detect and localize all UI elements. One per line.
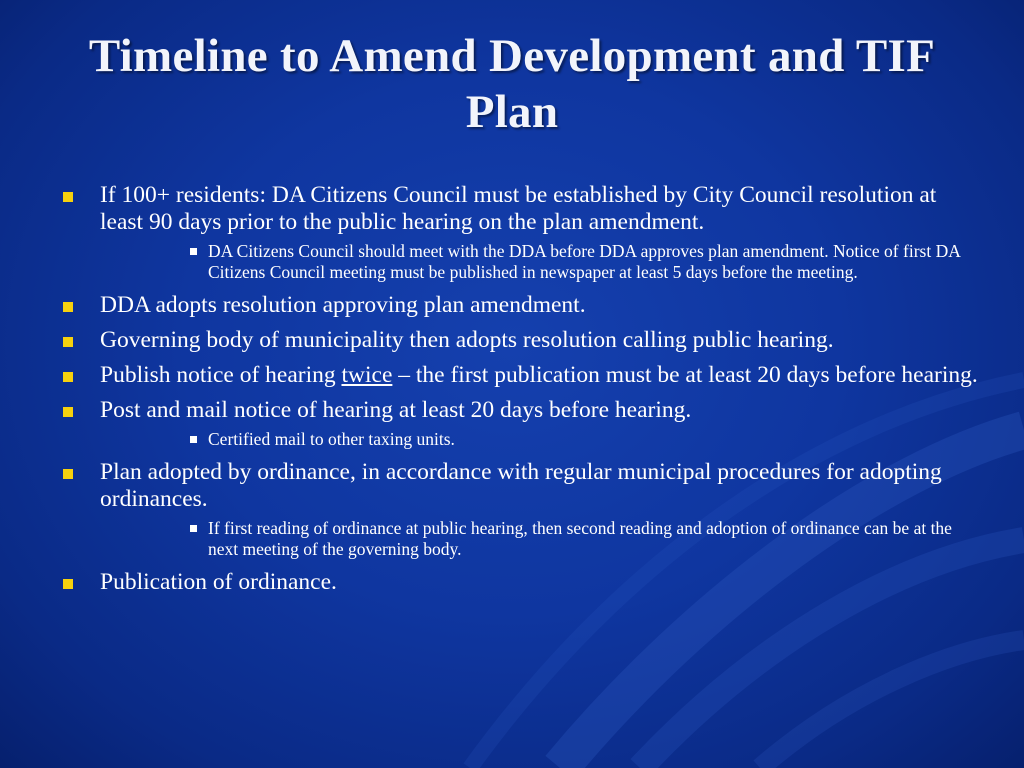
bullet-text: Plan adopted by ordinance, in accordance with regular municipal procedures for adopting ordinances.: [100, 459, 942, 512]
bullet-item: [60, 182, 980, 236]
square-bullet-icon: [63, 337, 73, 347]
square-bullet-icon: [190, 248, 197, 255]
bullet-text: Publication of ordinance.: [100, 569, 337, 595]
square-bullet-icon: [63, 469, 73, 479]
bullet-item: [60, 569, 980, 596]
bullet-item: [60, 292, 980, 319]
sub-bullet-text: Certified mail to other taxing units.: [208, 429, 455, 449]
bullet-text: Post and mail notice of hearing at least 20 days before hearing.: [100, 397, 692, 423]
bullet-item: [60, 459, 980, 513]
square-bullet-icon: [190, 525, 197, 532]
sub-bullet-item: [190, 518, 980, 560]
bullet-item: [60, 362, 980, 389]
bullet-text: If 100+ residents: DA Citizens Council must be established by City Council resolution at least 90 days prior to the public hearing on the plan amendment.: [100, 182, 937, 235]
slide-title: Timeline to Amend Development and TIF Plan: [88, 30, 936, 138]
bullet-text: Governing body of municipality then adopts resolution calling public hearing.: [100, 327, 834, 353]
bullet-list: [60, 182, 980, 604]
sub-bullet-item: [190, 241, 980, 283]
square-bullet-icon: [63, 579, 73, 589]
bullet-item: [60, 397, 980, 424]
square-bullet-icon: [63, 407, 73, 417]
sub-bullet-text: DA Citizens Council should meet with the DDA before DDA approves plan amendment. Notice of first DA Citizens Council meeting must be published in newspaper at least 5 days before the meeting.: [208, 241, 960, 282]
bullet-text-start: Publish notice of hearing: [100, 362, 342, 388]
bullet-text-end: – the first publication must be at least 20 days before hearing.: [392, 362, 978, 388]
sub-bullet-item: [190, 429, 980, 450]
bullet-item: [60, 327, 980, 354]
square-bullet-icon: [63, 192, 73, 202]
square-bullet-icon: [63, 302, 73, 312]
sub-bullet-text: If first reading of ordinance at public hearing, then second reading and adoption of ordinance can be at the next meeting of the governing body.: [208, 518, 952, 559]
square-bullet-icon: [190, 436, 197, 443]
bullet-text: DDA adopts resolution approving plan amendment.: [100, 292, 586, 318]
emphasis-twice: twice: [341, 362, 393, 388]
square-bullet-icon: [63, 372, 73, 382]
